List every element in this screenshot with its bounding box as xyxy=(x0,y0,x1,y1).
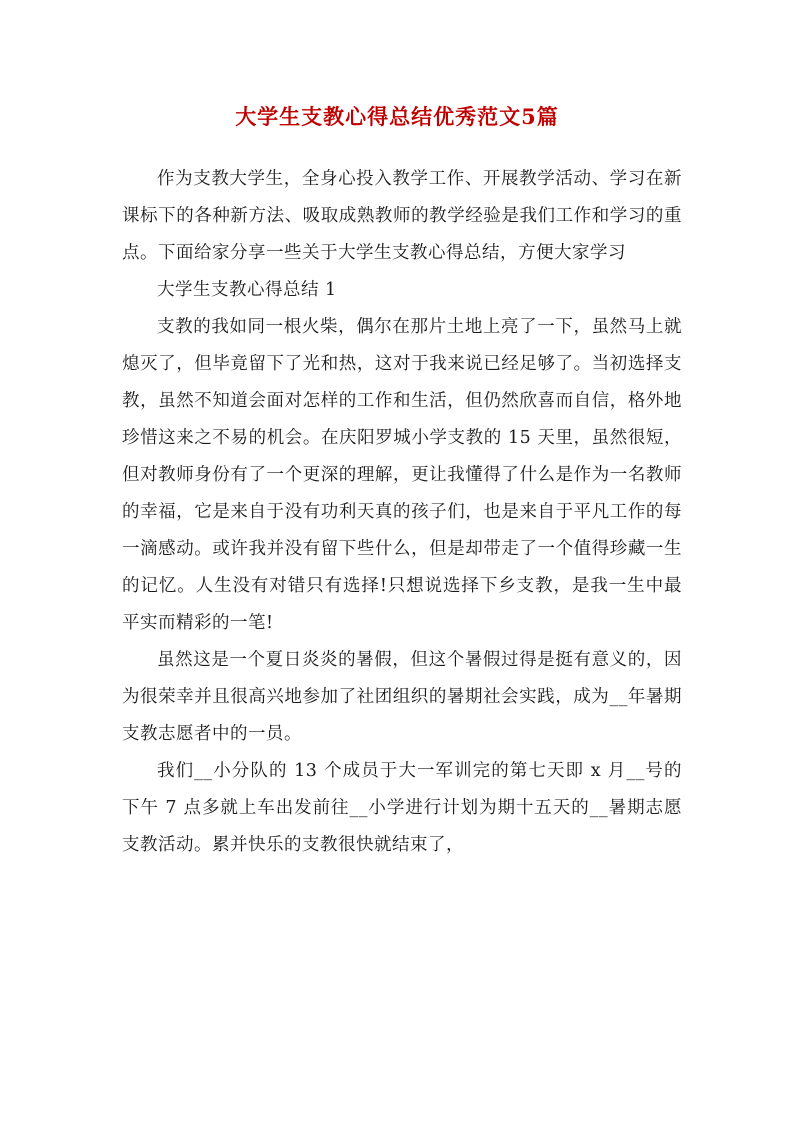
paragraph-summer: 虽然这是一个夏日炎炎的暑假，但这个暑假过得是挺有意义的，因为很荣幸并且很高兴地参加了社团组织的暑期社会实践，成为__年暑期支教志愿者中的一员。 xyxy=(122,650,682,744)
paragraph-intro: 作为支教大学生，全身心投入教学工作、开展教学活动、学习在新课标下的各种新方法、吸取成熟教师的教学经验是我们工作和学习的重点。下面给家分享一些关于大学生支教心得总结，方便大家学习 xyxy=(122,169,682,263)
paragraph-match: 支教的我如同一根火柴，偶尔在那片土地上亮了一下，虽然马上就熄灭了，但毕竟留下了光和热，这对于我来说已经足够了。当初选择支教，虽然不知道会面对怎样的工作和生活，但仍然欣喜而自信，格外地珍惜这来之不易的机会。在庆阳罗城小学支教的 15 天里，虽然很短，但对教师身份有了一个更深的理解，更让我懂得了什么是作为一名教师的幸福，它是来自于没有功利天真的孩子们，也是来自于平凡工作的每一滴感动。或许我并没有留下些什么，但是却带走了一个值得珍藏一生的记忆。人生没有对错只有选择!只想说选择下乡支教，是我一生中最平实而精彩的一笔! xyxy=(122,317,682,633)
paragraph-team: 我们__小分队的 13 个成员于大一军训完的第七天即 x 月__号的下午 7 点多就上车出发前往__小学进行计划为期十五天的__暑期志愿支教活动。累并快乐的支教很快就结束了， xyxy=(122,761,682,855)
section-heading: 大学生支教心得总结 1 xyxy=(157,280,337,300)
document-body xyxy=(122,161,682,864)
document-title: 大学生支教心得总结优秀范文5篇 xyxy=(235,104,559,129)
